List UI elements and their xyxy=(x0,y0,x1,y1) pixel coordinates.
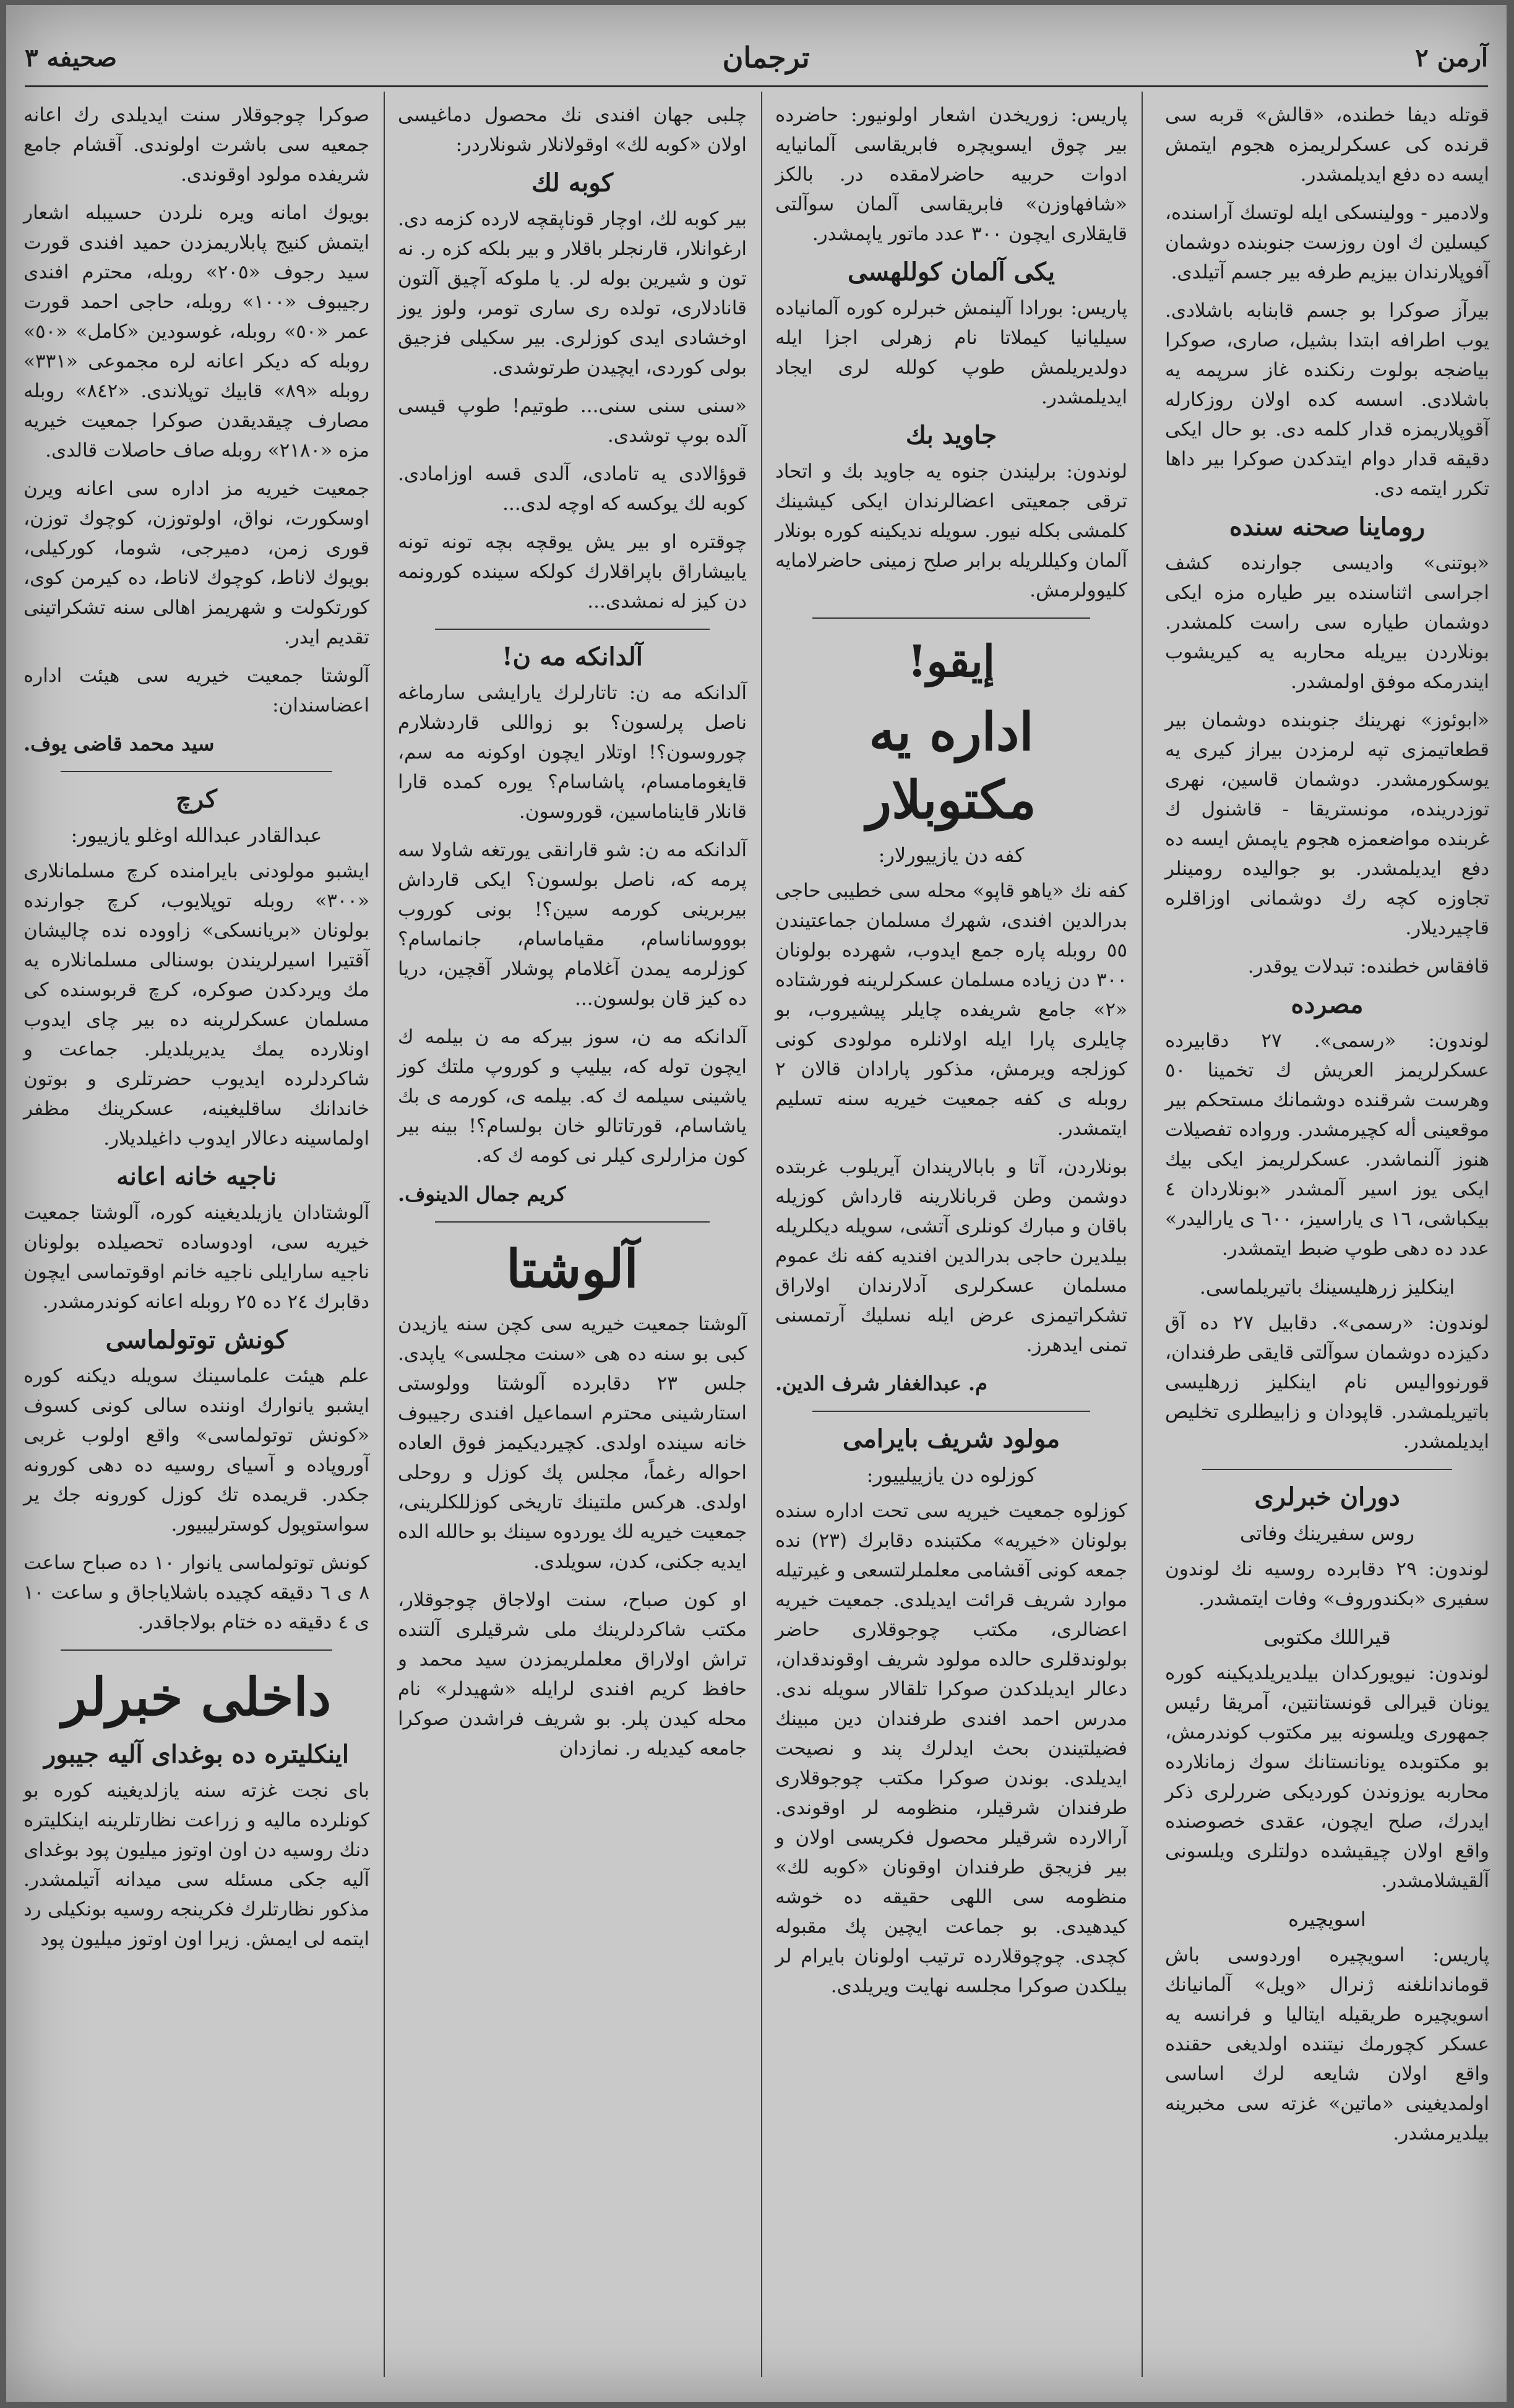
column-4 xyxy=(12,92,381,2383)
section-heading: اينكليتره ده بوغداى آليه جيبور xyxy=(43,1740,350,1769)
paragraph: كوزلوه جمعيت خيريه سى تحت اداره سنده بولونان «خيريه» مكتبنده دقابرك (٢٣) نده جمعه كونى آقشامى معلملرلتسعى و غيرتيله موارد شريف قرائت ايديلدى. جمعيت خيريه اعضالرى، مكتب چوجوقلارى حاضر بولوندقلرى حالده مولود شريف اوقوندقدان، دعالر ايديلدكدن صوكرا تلقالار سويله ندى. مدرس احمد افندى طرفندان دين مبينك فضيلتيندن بحث ايدلرك پند و نصيحت ايديلدى. بوندن صوكرا مكتب چوجوقلارى طرفندان شرقيلر، منظومه لر اوقوندى. آرالارده شرقيلر محصول فكريسى اولان و بير فزيجق طرفندان اوقونان «كوبه لك» منظومه سى اللهى حقيقه ده خوشه كيدهيدى. بو جماعت ايچين پك مقبوله كچدى. چوچوقلارده ترتيب اولونان بايرام لر بيلكدن صوكرا مجلسه نهايت ويريلدى. xyxy=(775,1500,1127,1997)
paragraph: قافقاس خطنده: تبدلات يوقدر. xyxy=(1247,955,1489,978)
section-heading: كونش توتولماسى xyxy=(105,1325,288,1354)
section-heading: آلدانكه مه ن! xyxy=(502,642,643,671)
paragraph: «سنى سنى سنى... طوتيم! طوپ قيسى آلده بوپ توشدى. xyxy=(398,395,747,447)
column-2 xyxy=(764,92,1138,2383)
subheading: قيراللك مكتوبى xyxy=(1263,1625,1391,1649)
paragraph: علم هيئت علماسينك سويله ديكنه كوره ايشبو يانوارك اوننده سالى كونى كسوف «كونش توتولماسى» واقع اولوب غربى آوروپاده و آسياى روسيه ده دهى كورونه جكدر. قريمده تك كوزل كورونه جك ير سواستوپول كوسترليبيور. xyxy=(24,1365,369,1536)
paragraph: كونش توتولماسى يانوار ١٠ ده صباح ساعت ٨ ى ٦ دقيقه كچيده باشلاياجاق و ساعت ١٠ ى ٤ دقيقه ده ختام بولاجاقدر. xyxy=(24,1552,369,1633)
issue-label: آرمن ٢ xyxy=(1415,43,1488,72)
newspaper-title: ترجمان xyxy=(722,41,810,74)
paragraph: پاريس: بورادا آلينمش خبرلره كوره آلمانياده سيليانيا كيملاتا نام زهرلى اجزا ايله دولديريلمش طوپ كولله لرى ايجاد ايديلمشدر. xyxy=(775,297,1127,408)
subheading: كوزلوه دن يازييلييور: xyxy=(866,1463,1036,1487)
paragraph: قوتله ديفا خطنده، «قالش» قربه سى قرنده كى عسكرلريمزه هجوم ايتمش ايسه ده دفع ايديلمشدر. xyxy=(1165,104,1489,186)
paragraph: آلوشتا جمعيت خيريه سى كچن سنه يازيدن كبى بو سنه ده هى «سنت مجلسى» ياپدى. جلس ٢٣ دقابرده آلوشتا وولوستى استارشينى محترم اسماعيل افندى رجيبوف خانه سينده اولدى. كچيرديكيمز فوق العاده احواله رغماً، مجلس پك كوزل و روحلى اولدى. هركس ملتينك تاريخى كوزللكلرينى، جمعيت خيريه لك يوردوه سينك بو حالله الده ايديه جكنى، كدن، سويلدى. xyxy=(398,1313,747,1573)
section-heading: مولود شريف بايرامى xyxy=(842,1424,1060,1453)
page-number: صحيفه ٣ xyxy=(25,43,117,72)
paragraph: «بوتنى» واديسى جوارنده كشف اجراسى اثناسنده بير طياره مزه ايكى دوشمان طياره سى راست كلمشدر. بونلاردن بيريله محاربه يه كيريشوب ايندرمكه موفق اولمشدر. xyxy=(1165,552,1489,693)
section-heading: كرچ xyxy=(176,785,217,814)
paragraph: كفه نك «ياهو قاپو» محله سى خطيبى حاجى بدرالدين افندى، شهرك مسلمان جماعتيندن ٥٥ روبله پاره جمع ايدوب، شهرده بولونان ٣٠٠ دن زياده مسلمان عسكرلرينه فورشتاده «٢» جامع شريفده چايلر پيشيروب، بو چايلرى پارا ايله اولانلره مولودى كونى كوزلجه ويرمش، مذكور پارادان قالان ٢ روبله ى كفه جمعيت خيريه سنه تسليم ايتمشدر. xyxy=(775,880,1127,1140)
divider xyxy=(61,771,332,772)
paragraph: پاريس: زوريخدن اشعار اولونيور: حاضرده بير چوق ايسويچره فابريقاسى آلمانيايه ادوات حربيه حاضرلامقده در. بالكز «شافهاوزن» فابريقاسى آلمان سوآلتى قايقلارى ايچون ٣٠٠ عدد ماتور ياپمشدر. xyxy=(775,104,1127,245)
section-heading: دوران خبرلرى xyxy=(1254,1482,1400,1511)
paragraph: لوندون: «رسمى». دقابيل ٢٧ ده آق دكيزده دوشمان سوآلتى قايقى طرفندان، قورنوواليس نام اينكليز زرهليسى باتيريلمشدر. قاپودان و زابيطلرى تخليص ايديلمشدر. xyxy=(1165,1312,1490,1453)
section-heading: يكى آلمان كوللهسى xyxy=(848,257,1055,286)
paragraph: آلدانكه مه ن: شو قارانقى يورتغه شاولا سه پرمه كه، ناصل بولسون؟ ايكى قارداش بيربرينى كورمه سين؟! بونى كوروب بوووساناسام، مقياماسام، جانماسام؟ كوزلرمه يمدن آغلامام پوشلار آقچين، دريا ده كيز قان بولسون... xyxy=(398,839,747,1010)
paragraph: ايشبو مولودنى بايرامنده كرچ مسلمانلارى «٣٠٠» روبله توپلايوب، كرچ جوارنده بولونان «بريانسكى» زاووده نده چاليشان آقتيرا اسيرلريندن بوسنالى مسلمانلاره يه مك ويردكدن صوكره، كرچ قربوسنده كى مسلمان عسكرلرينه ده بير چاى ايدوب اونلارده يمك يديريلديلر. جماعت و شاكردلرده ايديوب حضرتلرى و بوتون خاندانك ساقليغينه، عسكرينك مظفر اولماسينه دعالار ايدوب داغيلديلار. xyxy=(24,860,369,1150)
column-rule xyxy=(761,92,762,2377)
paragraph: باى نجت غزته سنه يازلديغينه كوره بو كونلرده ماليه و زراعت نظارتلرينه اينكليتره دنك روسيه دن اون اوتوز ميليون پود بوغداى آليه جكى مسئله سى ميدانه آتيلمشدر. مذكور نظارتلرك فكرينجه روسيه بونكيلى رد ايتمه لى ايمش. زيرا اون اوتوز ميليون پود xyxy=(24,1779,369,1950)
paragraph: بويوك امانه ويره نلردن حسيبله اشعار ايتمش كنيج پابلاريمزدن حميد افندى قورت سيد رجوف «٢٠٥» روبله، محترم افندى رجيبوف «١٠٠» روبله، حاجى احمد قورت عمر «٥٠» روبله، غوسودين «كامل» «٥٠» روبله كه ديكر اعانه لره مجموعى «٣٣١» روبله «٨٩» قابيك توپلاندى. «٨٤٢» روبله مصارف چيقديقدن صوكرا جمعيت خيريه مزه «٢١٨٠» روبله صاف حاصلات قالدى. xyxy=(24,202,370,462)
section-heading: اداره يه مكتوبلار xyxy=(866,701,1036,830)
divider xyxy=(435,629,710,630)
paragraph: جمعيت خيريه مز اداره سى اعانه ويرن اوسكورت، نواق، اولوتوزن، كوچوك توزن، قورى زمن، دميرجى، شوما، كوركيلى، بويوك لاناط، كوچوك لاناط، ده كيرمن كوى، كورتكولت و شهريمز اهالى سنه تشكراتينى تقديم ايدر. xyxy=(24,478,369,648)
paragraph: آلوشتا جمعيت خيريه سى هيئت اداره اعضاسندان: xyxy=(24,664,369,716)
subheading: اسويچيره xyxy=(1288,1907,1366,1931)
rubric-ornament: إيقو! xyxy=(907,635,996,687)
signature: سيد محمد قاضى يوف. xyxy=(24,732,215,755)
paragraph: صوكرا چوجوقلار سنت ايديلدى رك اعانه جمعيه سى باشرت اولوندى. آقشام جامع شريفده مولود اوقوندى. xyxy=(24,104,369,186)
paragraph: قوؤالادى يه تامادى، آلدى قسه اوزامادى. كوبه لك يوكسه كه اوچه لدى... xyxy=(398,463,747,515)
paragraph: آلدانكه مه ن، سوز بيركه مه ن بيلمه ك ايچون توله كه، بيليپ و كوروپ ملتك كوز ياشينى سيلمه ك كه. بيلمه ى، كورمه ى بك ياشاسام، قورتاتالو خان بولسام؟! بينه بير كون مزارلرى كيلر نى كومه ك كه. xyxy=(398,1026,747,1167)
paragraph: لوندون: «رسمى». ٢٧ دقابيرده عسكرلريمز العريش ك تخمينا ٥٠ وهرست شرقنده دوشمانك مستحكم بير موقعينى أله كچيرمشدر. ورواده تفصيلات هنوز آلنماشدر. عسكرلريمز ايكى بيك ايكى يوز اسير آلمشدر «بونلاردان ٤ بيكباشى، ١٦ ى ياراسيز، ٦٠٠ ى ياراليدر» عدد ده دهى طوپ ضبط ايتمشدر. xyxy=(1165,1030,1490,1260)
paragraph: ولادمير - وولينسكى ايله لوتسك آراسنده، كيسلين ك اون روزست جنوبنده دوشمان آفوپلارندان بيزيم طرفه بير جسم آتيلدى. xyxy=(1165,202,1489,283)
column-rule xyxy=(1142,92,1143,2377)
paragraph: «ابوئوز» نهرينك جنوبنده دوشمان بير قطعاتيمزى تپه لرمزدن بيراز كيرى يه يوسكورمشدر. دوشمان قاسين، نهرى توزدرينده، مونستريقا - قاشنول ك غربنده مواضعمزه هجوم ياپمش ايسه ده دفع ايديلمشدر. بو جواليده رومينلر تجاوزه كچه رك دوشمانى اوزاقلره قاچيرديلار. xyxy=(1165,709,1489,939)
column-1 xyxy=(1154,92,1500,2383)
section-heading: جاويد بك xyxy=(905,421,997,450)
subheading: اينكليز زرهليسينك باتيريلماسى. xyxy=(1199,1275,1455,1299)
paragraph: بير كوبه لك، اوچار قوناپقچه لارده كزمه دى. ارغوانلار، قارنجلر باقلار و بير بلكه كزه ر. نه تون و شيرين بوله لر. يا ملوكه آچيق آلتون قانادلارى، تولده رى سارى تومر، ولوز يوز اوخشادى ايدى كوزلرى. بير سكيلى فزجيق بولى كوردى، ايچيدن طرتوشدى. xyxy=(398,208,747,379)
paragraph: آلدانكه مه ن: تاتارلرك يارايشى سارماغه ناصل پرلسون؟ بو زواللى قاردشلارم چوروسون؟! اوتلار ايچون اوكونه مه سم، قايغومامسام، پاشاسام؟ يوره كمده قارا قانلار قايناماسين، قوروسون. xyxy=(398,682,747,823)
paragraph: او كون صباح، سنت اولاجاق چوجوقلار، مكتب شاكردلرينك ملى شرقيلرى آلتنده تراش اولاراق معلملريمزدن سيد محمد و حافظ كريم افندى لرايله «شهيدلر» نام محله كيدن پلر. بو شريف فراشدن صوكرا جامعه كيديله ر. نمازدان xyxy=(398,1589,747,1760)
divider xyxy=(1202,1469,1452,1470)
subheading: عبدالقادر عبدالله اوغلو يازييور: xyxy=(71,823,322,847)
paragraph: بونلاردن، آتا و بابالاريندان آيريلوب غربتده دوشمن وطن قربانلارينه قارداش كوزيله باقان و مبارك كونلرى آتشى، سويله ديكلريله بيلديرن حاجى بدرالدين افنديه كفه نك عموم مسلمان عسكرلرى آدلارندان اولاراق تشكراتيمزى عرض ايله نسليك آرتمسنى تمنى ايدهرز. xyxy=(775,1156,1127,1356)
divider xyxy=(61,1649,332,1651)
section-heading: مصرده xyxy=(1291,990,1364,1019)
section-heading: آلوشتا xyxy=(506,1238,639,1299)
paragraph: لوندون: ٢٩ دقابرده روسيه نك لوندون سفيرى «بكندوروف» وفات ايتمشدر. xyxy=(1165,1558,1489,1610)
divider xyxy=(812,617,1090,619)
divider xyxy=(435,1221,710,1223)
paragraph: چلبى جهان افندى نك محصول دماغيسى اولان «كوبه لك» اوقولانلار شونلاردر: xyxy=(398,104,747,156)
section-heading: ناجيه خانه اعانه xyxy=(116,1162,277,1191)
paragraph: پاريس: اسويچيره اوردوسى باش قوماندانلغنه ژنرال «ويل» آلمانيانك اسويچيره طريقيله ايتاليا و فرانسه يه عسكر كچورمك نيتنده اولديغى حقنده واقع اولان شايعه لرك اساسى اولمديغينى «ماتين» غزته سى مخبرينه بيلديرمشدر. xyxy=(1165,1944,1489,2144)
divider xyxy=(812,1411,1090,1412)
column-3 xyxy=(387,92,758,2383)
signature: كريم جمال الدينوف. xyxy=(398,1182,566,1206)
paragraph: آلوشتادان يازيلديغينه كوره، آلوشتا جمعيت خيريه سى، اودوساده تحصيلده بولونان ناجيه سارايلى ناجيه خانم اوقوتماسى ايچون دقابرك ٢٤ ده ٢٥ روبله اعانه كوندرمشدر. xyxy=(24,1202,369,1313)
paragraph: لوندون: نيويوركدان بيلديريلديكينه كوره يونان قيرالى قونستانتين، آمريقا رئيس جمهورى ويلسونه بير مكتوب كوندرمش، بو مكتوبده يونانستانك سوك زمانلارده محاربه يوزوندن كورديكى ضررلرى ذكر ايدرك، صلح ايچون، عقدى خصوصنده واقع اولان چيقيشده دولتلرى ويلسونى آلقيشلامشدر. xyxy=(1165,1662,1489,1892)
newspaper-page xyxy=(6,5,1507,2402)
signature: م. عبدالغفار شرف الدين. xyxy=(775,1372,987,1395)
paragraph: چوقتره او بير يش يوقچه بچه تونه تونه يابيشاراق باپراقلارك كولكه سينده كورونمه دن كيز له نمشدى... xyxy=(398,531,747,613)
masthead xyxy=(25,30,1488,87)
subheading: روس سفيرينك وفاتى xyxy=(1239,1521,1415,1545)
paragraph: لوندون: برلیندن جنوه يه جاويد بك و اتحاد ترقى جمعيتى اعضالرندان ايكى كيشينك كلمشى بكله نيور. سويله نديكينه كوره بونلار آلمان وكيللريله برابر صلح زمينى حاضرلامايه كليوولرمش. xyxy=(775,460,1127,601)
subheading: كفه دن يازييورلار: xyxy=(878,843,1025,867)
paragraph: بيرآز صوكرا بو جسم قابنابه باشلادى. يوب اطرافه ابتدا بشيل، صارى، صوكرا بياضجه بولوت رنكنده غاز سرپمه يه باشلادى. اسسه كده اولان روزكارله آقوپلاريمزه قدار كلمه دى. بو حال ايكى دقيقه قدار دوام ايتدكدن صوكرا بير داها تكرر ايتمه دى. xyxy=(1165,299,1489,500)
column-rule xyxy=(384,92,385,2377)
section-heading: كوبه لك xyxy=(531,168,614,197)
section-heading: روماينا صحنه سنده xyxy=(1229,512,1426,541)
section-heading: داخلى خبرلر xyxy=(61,1666,332,1727)
